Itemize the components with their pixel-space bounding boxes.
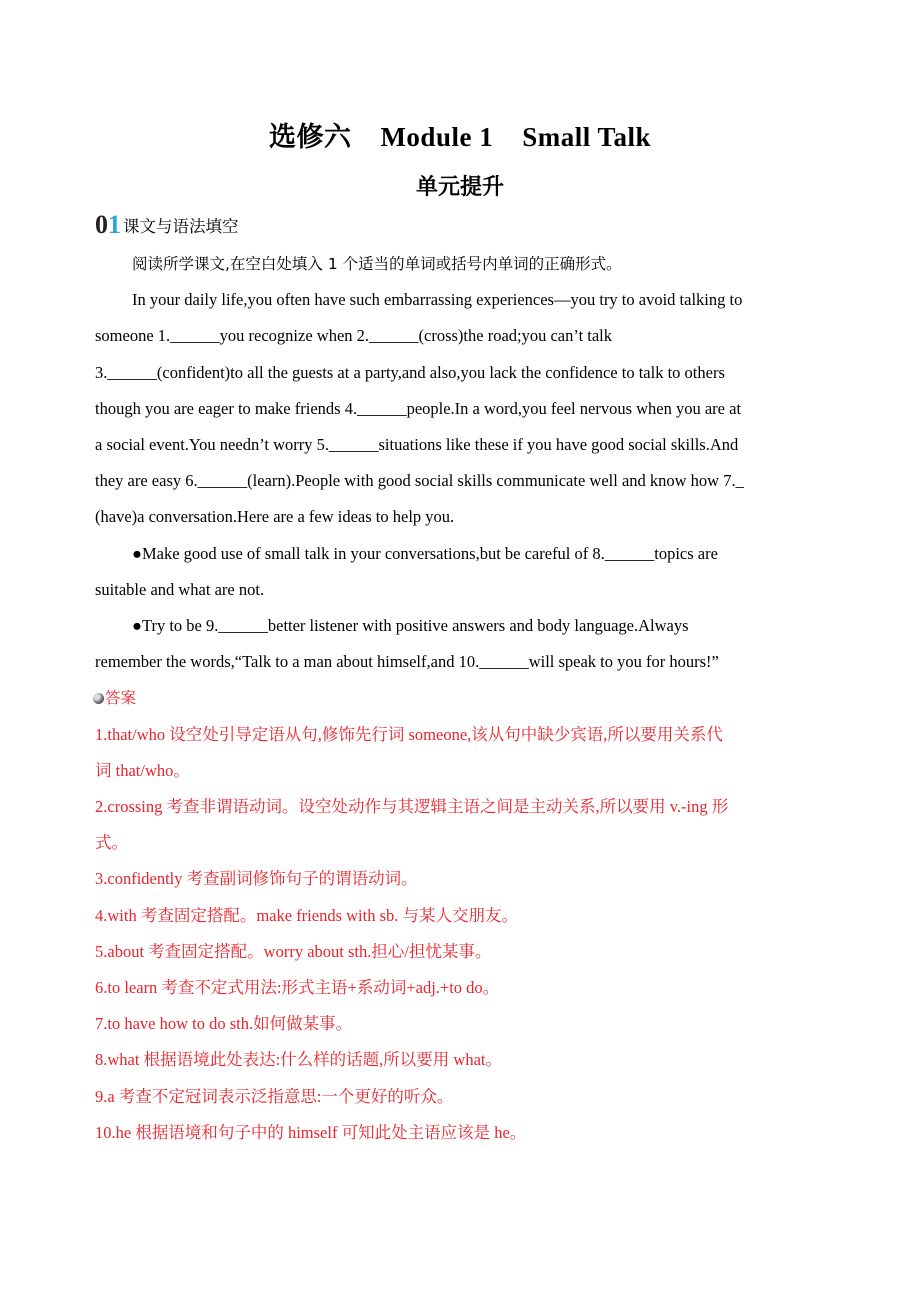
answer-line: 8.what 根据语境此处表达:什么样的话题,所以要用 what。 <box>95 1050 502 1070</box>
bullet-line: suitable and what are not. <box>95 579 265 599</box>
answer-line: 5.about 考查固定搭配。worry about sth.担心/担忧某事。 <box>95 941 492 961</box>
section-label: 课文与语法填空 <box>123 217 239 236</box>
passage-line: a social event.You needn’t worry 5.______situations like these if you have good social skills.And <box>95 435 739 455</box>
answer-line: 词 that/who。 <box>95 760 190 780</box>
bullet-line: ●Try to be 9.______better listener with positive answers and body language.Always <box>132 616 689 636</box>
answer-bullet-icon <box>93 693 104 704</box>
answer-line: 6.to learn 考查不定式用法:形式主语+系动词+adj.+to do。 <box>95 978 500 998</box>
passage-line: they are easy 6.______(learn).People with good social skills communicate well and know how 7._ <box>95 471 744 491</box>
answer-label: 答案 <box>105 689 137 708</box>
section-number <box>95 210 121 240</box>
instructions: 阅读所学课文,在空白处填入 1 个适当的单词或括号内单词的正确形式。 <box>132 255 622 273</box>
section-heading <box>95 208 239 240</box>
bullet-line: ●Make good use of small talk in your conversations,but be careful of 8.______topics are <box>132 543 718 563</box>
page-title: 选修六 Module 1 Small Talk <box>268 122 652 152</box>
section-number-first: 0 <box>95 210 108 239</box>
answer-line: 2.crossing 考查非谓语动词。设空处动作与其逻辑主语之间是主动关系,所以要用 v.-ing 形 <box>95 797 729 817</box>
page-subtitle: 单元提升 <box>415 175 504 200</box>
answer-line: 7.to have how to do sth.如何做某事。 <box>95 1014 353 1034</box>
answer-heading <box>95 680 825 716</box>
passage-line: (have)a conversation.Here are a few ideas to help you. <box>95 507 455 527</box>
answer-line: 式。 <box>95 833 128 853</box>
answers-list <box>95 717 825 1151</box>
passage-line: someone 1.______you recognize when 2.______(cross)the road;you can’t talk <box>95 326 613 346</box>
section-number-second: 1 <box>108 210 121 239</box>
answer-line: 1.that/who 设空处引导定语从句,修饰先行词 someone,该从句中缺少宾语,所以要用关系代 <box>95 724 723 744</box>
bullet-line: remember the words,“Talk to a man about himself,and 10.______will speak to you for hours!” <box>95 652 719 672</box>
passage-line: In your daily life,you often have such embarrassing experiences—you try to avoid talking to <box>132 290 743 310</box>
answer-line: 3.confidently 考查副词修饰句子的谓语动词。 <box>95 869 418 889</box>
answer-line: 10.he 根据语境和句子中的 himself 可知此处主语应该是 he。 <box>95 1122 527 1142</box>
answer-line: 9.a 考查不定冠词表示泛指意思:一个更好的听众。 <box>95 1086 454 1106</box>
answer-line: 4.with 考查固定搭配。make friends with sb. 与某人交朋友。 <box>95 905 519 925</box>
passage-line: though you are eager to make friends 4.______people.In a word,you feel nervous when you are at <box>95 398 742 418</box>
passage-line: 3.______(confident)to all the guests at a party,and also,you lack the confidence to talk to others <box>95 362 725 382</box>
exercise-body <box>95 246 825 1151</box>
